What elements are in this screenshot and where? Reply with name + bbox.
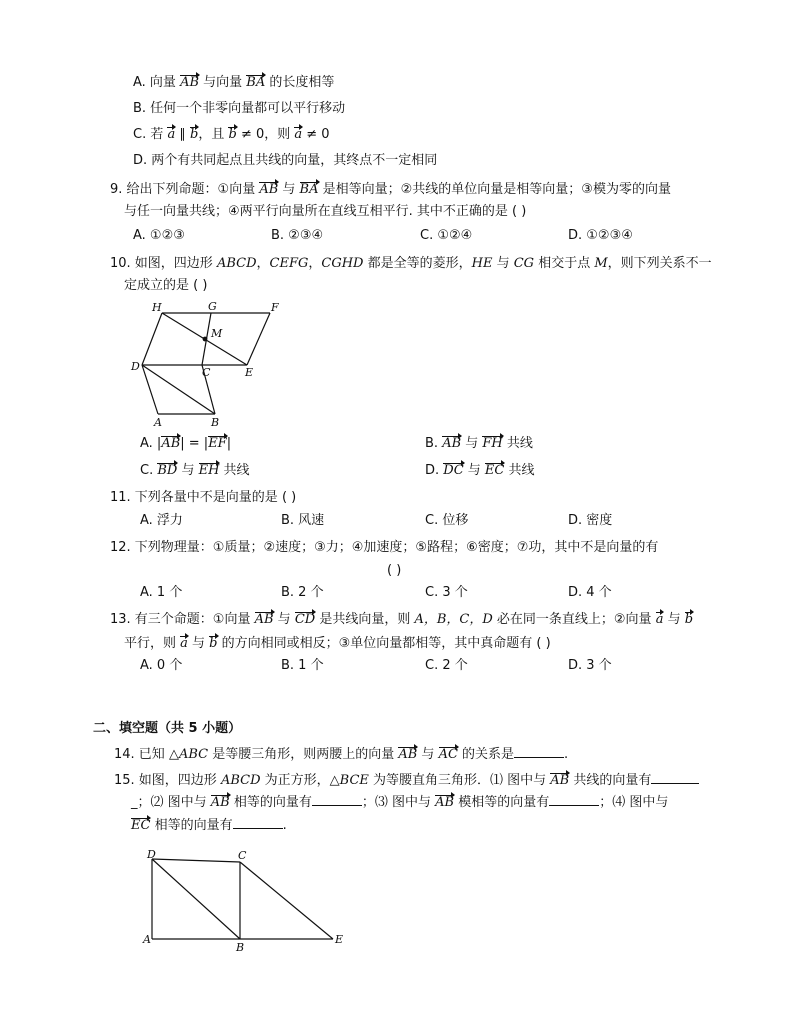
q8-option-b: B. 任何一个非零向量都可以平行移动 bbox=[133, 101, 346, 116]
q11-stem: 11. 下列各量中不是向量的是 ( ) bbox=[110, 490, 297, 505]
q10-label-b: B bbox=[211, 416, 220, 429]
q15-blank-4[interactable] bbox=[233, 816, 283, 829]
q13-stem-line1: 13. 有三个命题：①向量 AB 与 CD 是共线向量，则 A，B，C，D 必在同一条直线上；②向量 a 与 b bbox=[110, 612, 694, 627]
q12-option-a: A. 1 个 bbox=[140, 585, 183, 600]
q13-option-a: A. 0 个 bbox=[140, 658, 183, 673]
q15-square-triangle-figure bbox=[140, 845, 350, 953]
q10-option-b: B. AB 与 FH 共线 bbox=[425, 436, 533, 451]
q15-blank-2[interactable] bbox=[312, 793, 362, 806]
q10-option-d: D. DC 与 EC 共线 bbox=[425, 463, 535, 478]
q12-option-b: B. 2 个 bbox=[281, 585, 324, 600]
q15-label-a: A bbox=[143, 933, 151, 946]
q9-option-d: D. ①②③④ bbox=[568, 228, 633, 243]
q15-label-e: E bbox=[335, 933, 344, 946]
q10-label-m: M bbox=[211, 327, 223, 340]
q12-option-d: D. 4 个 bbox=[568, 585, 612, 600]
q8-option-d: D. 两个有共同起点且共线的向量，其终点不一定相同 bbox=[133, 153, 438, 168]
section-title-fill-in: 二、填空题（共 5 小题） bbox=[93, 721, 242, 736]
q10-option-c: C. BD 与 EH 共线 bbox=[140, 463, 250, 478]
q10-label-e: E bbox=[245, 366, 254, 379]
q8-option-a: A. 向量 AB 与向量 BA 的长度相等 bbox=[133, 75, 335, 90]
q10-label-c: C bbox=[202, 366, 211, 379]
q9-option-a: A. ①②③ bbox=[133, 228, 185, 243]
q9-stem-line2: 与任一向量共线；④两平行向量所在直线互相平行. 其中不正确的是 ( ) bbox=[124, 204, 527, 219]
q10-label-f: F bbox=[271, 301, 279, 314]
q11-option-d: D. 密度 bbox=[568, 513, 613, 528]
q15-blank-3[interactable] bbox=[549, 793, 599, 806]
q15-label-d: D bbox=[147, 848, 156, 861]
q10-rhombus-figure bbox=[125, 300, 285, 430]
q9-option-b: B. ②③④ bbox=[271, 228, 324, 243]
q15-label-b: B bbox=[236, 941, 245, 953]
q9-stem-line1: 9. 给出下列命题：①向量 AB 与 BA 是相等向量；②共线的单位向量是相等向量；③模为零的向量 bbox=[110, 182, 671, 197]
q10-label-g: G bbox=[208, 300, 217, 313]
q11-option-b: B. 风速 bbox=[281, 513, 325, 528]
q10-option-a: A. |AB| = |EF| bbox=[140, 436, 232, 451]
q12-stem: 12. 下列物理量：①质量；②速度；③力；④加速度；⑤路程；⑥密度；⑦功，其中不是向量的有 bbox=[110, 540, 659, 555]
q11-option-a: A. 浮力 bbox=[140, 513, 183, 528]
q10-label-h: H bbox=[152, 301, 162, 314]
q10-stem-line2: 定成立的是 ( ) bbox=[124, 278, 208, 293]
q13-option-c: C. 2 个 bbox=[425, 658, 468, 673]
q10-label-a: A bbox=[154, 416, 162, 429]
q14-stem: 14. 已知 △ABC 是等腰三角形，则两腰上的向量 AB 与 AC 的关系是 . bbox=[114, 747, 569, 762]
q12-paren: ( ) bbox=[387, 563, 402, 578]
q10-stem-line1: 10. 如图，四边形 ABCD，CEFG，CGHD 都是全等的菱形，HE 与 CG 相交于点 M，则下列关系不一 bbox=[110, 256, 712, 271]
q15-stem-line2: _；⑵ 图中与 AB 相等的向量有 ；⑶ 图中与 AB 模相等的向量有 ；⑷ 图中与 bbox=[131, 795, 669, 810]
q13-option-b: B. 1 个 bbox=[281, 658, 324, 673]
q12-option-c: C. 3 个 bbox=[425, 585, 468, 600]
q10-label-d: D bbox=[131, 360, 140, 373]
q13-option-d: D. 3 个 bbox=[568, 658, 612, 673]
q8-option-c: C. 若 a ∥ b，且 b ≠ 0，则 a ≠ 0 bbox=[133, 127, 330, 142]
q14-answer-blank[interactable] bbox=[514, 745, 564, 758]
q13-stem-line2: 平行，则 a 与 b 的方向相同或相反；③单位向量都相等，其中真命题有 ( ) bbox=[124, 636, 551, 651]
q9-option-c: C. ①②④ bbox=[420, 228, 473, 243]
q15-stem-line3: EC 相等的向量有 . bbox=[131, 818, 287, 833]
q15-blank-1[interactable] bbox=[651, 771, 699, 784]
q15-label-c: C bbox=[238, 849, 247, 862]
q11-option-c: C. 位移 bbox=[425, 513, 469, 528]
q15-stem-line1: 15. 如图，四边形 ABCD 为正方形，△BCE 为等腰直角三角形．⑴ 图中与 AB 共线的向量有 bbox=[114, 771, 699, 790]
